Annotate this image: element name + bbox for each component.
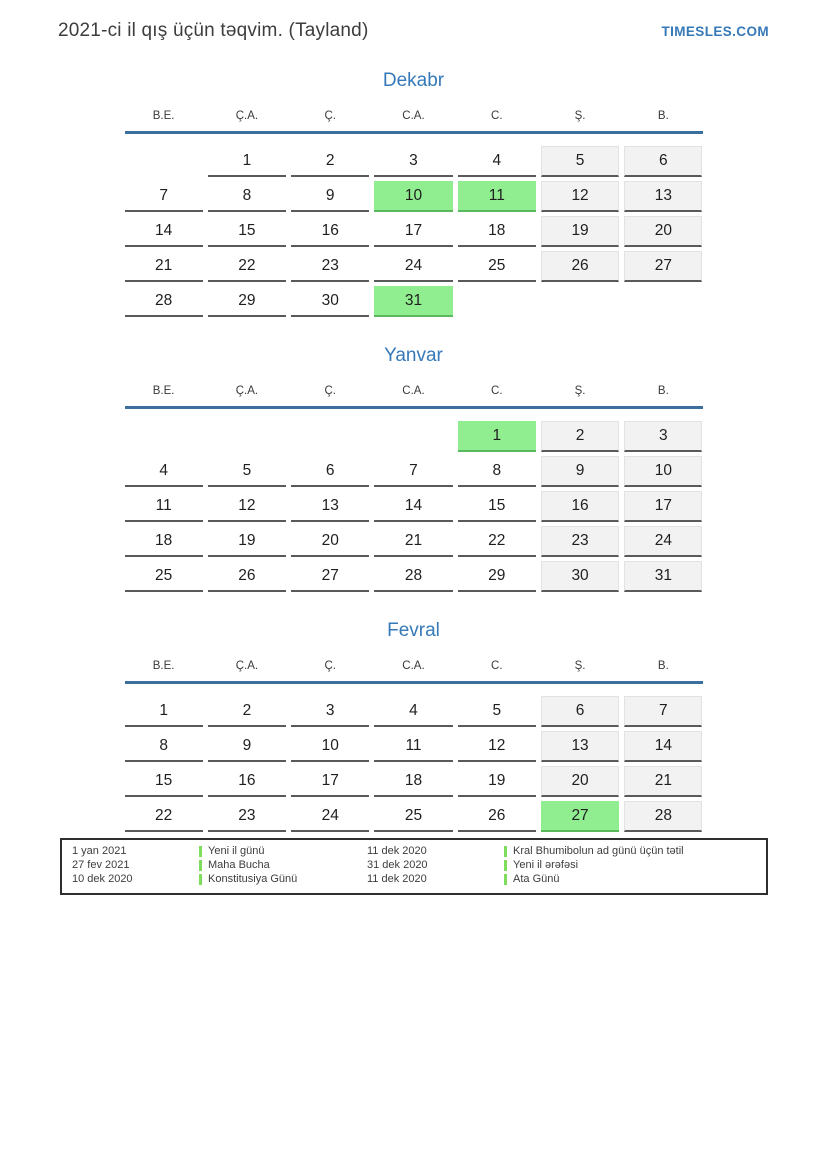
legend-box [60, 838, 768, 895]
weekday-label: C.A. [402, 660, 425, 672]
day-cell: 20 [291, 526, 369, 557]
site-link[interactable]: TIMESLES.COM [661, 24, 769, 39]
weekday-label: Ş. [574, 385, 586, 397]
weekday-label: B.E. [152, 660, 175, 672]
day-cell: 11 [374, 731, 452, 762]
weekday-label: C.A. [402, 110, 425, 122]
day-cell: 27 [291, 561, 369, 592]
day-cell: 12 [208, 491, 286, 522]
day-cell: 3 [374, 146, 452, 177]
day-cell: 14 [125, 216, 203, 247]
legend-entry [504, 859, 684, 872]
day-cell: 24 [291, 801, 369, 832]
holiday-marker-icon [504, 860, 507, 871]
day-cell: 6 [624, 146, 702, 177]
month-title: Fevral [387, 620, 440, 641]
weekday-label: Ç. [324, 385, 336, 397]
day-cell: 9 [208, 731, 286, 762]
week-row [125, 456, 703, 487]
day-cell: 25 [374, 801, 452, 832]
day-cell: 22 [208, 251, 286, 282]
holiday-marker-icon [504, 874, 507, 885]
week-row [125, 491, 703, 522]
day-cell: 15 [458, 491, 536, 522]
legend-entry [199, 845, 367, 858]
day-cell: 28 [125, 286, 203, 317]
day-cell: 25 [458, 251, 536, 282]
day-cell: 31 [624, 561, 702, 592]
week-row [125, 696, 703, 727]
week-row [125, 801, 703, 832]
calendar-grid [125, 696, 703, 832]
page-header [0, 0, 827, 42]
day-cell: 21 [624, 766, 702, 797]
weekday-label: C. [491, 385, 503, 397]
legend-entry [199, 859, 367, 872]
day-cell: 21 [125, 251, 203, 282]
day-cell: 24 [374, 251, 452, 282]
day-cell-empty [458, 286, 536, 317]
day-cell: 27 [541, 801, 619, 832]
day-cell-empty [374, 421, 452, 452]
day-cell: 23 [208, 801, 286, 832]
day-cell-empty [125, 146, 203, 177]
day-cell: 9 [291, 181, 369, 212]
day-cell: 26 [541, 251, 619, 282]
day-cell: 5 [541, 146, 619, 177]
legend-date: 31 dek 2020 [367, 859, 428, 871]
legend-group [72, 845, 367, 886]
day-cell: 1 [458, 421, 536, 452]
day-cell: 17 [374, 216, 452, 247]
day-cell: 8 [458, 456, 536, 487]
day-cell: 19 [208, 526, 286, 557]
week-row [125, 526, 703, 557]
day-cell: 10 [291, 731, 369, 762]
week-row [125, 561, 703, 592]
day-cell: 12 [458, 731, 536, 762]
weekday-label: C. [491, 110, 503, 122]
day-cell: 2 [291, 146, 369, 177]
day-cell: 3 [291, 696, 369, 727]
day-cell: 15 [208, 216, 286, 247]
day-cell: 23 [291, 251, 369, 282]
weekday-label: B. [657, 110, 669, 122]
day-cell: 16 [291, 216, 369, 247]
legend-entry [504, 845, 684, 858]
day-cell: 13 [541, 731, 619, 762]
weekday-header-row [125, 385, 703, 409]
day-cell: 11 [125, 491, 203, 522]
week-row [125, 216, 703, 247]
holiday-marker-icon [504, 846, 507, 857]
weekday-label: Ç.A. [235, 110, 259, 122]
week-row [125, 731, 703, 762]
day-cell: 31 [374, 286, 452, 317]
day-cell: 4 [125, 456, 203, 487]
legend-entry [199, 873, 367, 886]
calendar-grid [125, 146, 703, 317]
legend-entry [504, 873, 684, 886]
day-cell: 12 [541, 181, 619, 212]
day-cell: 10 [624, 456, 702, 487]
month-dekabr [125, 70, 703, 317]
day-cell: 5 [208, 456, 286, 487]
day-cell: 17 [291, 766, 369, 797]
day-cell: 19 [458, 766, 536, 797]
day-cell: 29 [208, 286, 286, 317]
day-cell-empty [125, 421, 203, 452]
day-cell: 7 [125, 181, 203, 212]
week-row [125, 286, 703, 317]
weekday-label: Ş. [574, 660, 586, 672]
day-cell: 22 [458, 526, 536, 557]
day-cell-empty [291, 421, 369, 452]
day-cell: 16 [541, 491, 619, 522]
day-cell: 2 [541, 421, 619, 452]
legend-date: 1 yan 2021 [72, 845, 127, 857]
day-cell: 29 [458, 561, 536, 592]
day-cell: 2 [208, 696, 286, 727]
day-cell: 28 [624, 801, 702, 832]
day-cell: 21 [374, 526, 452, 557]
day-cell: 1 [208, 146, 286, 177]
weekday-label: B. [657, 385, 669, 397]
weekday-label: C. [491, 660, 503, 672]
weekday-label: Ç. [324, 660, 336, 672]
calendar-grid [125, 421, 703, 592]
legend-holiday-name: Kral Bhumibolun ad günü üçün tətil [513, 845, 684, 857]
weekday-label: Ç.A. [235, 660, 259, 672]
week-row [125, 766, 703, 797]
day-cell: 4 [374, 696, 452, 727]
day-cell: 18 [374, 766, 452, 797]
day-cell: 17 [624, 491, 702, 522]
day-cell: 20 [624, 216, 702, 247]
day-cell: 16 [208, 766, 286, 797]
weekday-label: B.E. [152, 385, 175, 397]
weekday-label: Ç. [324, 110, 336, 122]
legend-holiday-name: Yeni il günü [208, 845, 265, 857]
weekday-header-row [125, 660, 703, 684]
month-title: Dekabr [382, 70, 445, 91]
legend-holiday-name: Konstitusiya Günü [208, 873, 298, 885]
day-cell: 26 [208, 561, 286, 592]
months-container [125, 70, 703, 832]
day-cell: 19 [541, 216, 619, 247]
weekday-label: Ş. [574, 110, 586, 122]
legend-date: 10 dek 2020 [72, 873, 133, 885]
holiday-marker-icon [199, 874, 202, 885]
day-cell: 3 [624, 421, 702, 452]
day-cell: 30 [541, 561, 619, 592]
day-cell: 14 [374, 491, 452, 522]
day-cell: 26 [458, 801, 536, 832]
legend-date: 11 dek 2020 [367, 873, 427, 885]
legend-date: 27 fev 2021 [72, 859, 130, 871]
day-cell: 1 [125, 696, 203, 727]
day-cell: 6 [291, 456, 369, 487]
legend-holiday-name: Yeni il ərəfəsi [513, 859, 579, 871]
day-cell: 18 [458, 216, 536, 247]
weekday-label: B. [657, 660, 669, 672]
day-cell: 4 [458, 146, 536, 177]
week-row [125, 146, 703, 177]
day-cell: 6 [541, 696, 619, 727]
day-cell-empty [541, 286, 619, 317]
legend-group [367, 845, 684, 886]
weekday-label: C.A. [402, 385, 425, 397]
day-cell: 25 [125, 561, 203, 592]
weekday-label: Ç.A. [235, 385, 259, 397]
week-row [125, 251, 703, 282]
month-title: Yanvar [384, 345, 443, 366]
month-yanvar [125, 345, 703, 592]
day-cell: 8 [208, 181, 286, 212]
day-cell: 15 [125, 766, 203, 797]
day-cell: 13 [624, 181, 702, 212]
day-cell: 8 [125, 731, 203, 762]
weekday-header-row [125, 110, 703, 134]
day-cell: 11 [458, 181, 536, 212]
holiday-marker-icon [199, 846, 202, 857]
day-cell: 7 [374, 456, 452, 487]
month-fevral [125, 620, 703, 832]
day-cell: 7 [624, 696, 702, 727]
day-cell: 5 [458, 696, 536, 727]
page-title: 2021-ci il qış üçün təqvim. (Tayland) [58, 20, 369, 41]
day-cell: 30 [291, 286, 369, 317]
day-cell-empty [624, 286, 702, 317]
legend-holiday-name: Maha Bucha [208, 859, 270, 871]
week-row [125, 181, 703, 212]
legend-holiday-name: Ata Günü [513, 873, 560, 885]
holiday-marker-icon [199, 860, 202, 871]
day-cell: 18 [125, 526, 203, 557]
day-cell: 14 [624, 731, 702, 762]
day-cell: 27 [624, 251, 702, 282]
weekday-label: B.E. [152, 110, 175, 122]
day-cell: 28 [374, 561, 452, 592]
day-cell: 22 [125, 801, 203, 832]
day-cell: 9 [541, 456, 619, 487]
day-cell-empty [208, 421, 286, 452]
day-cell: 23 [541, 526, 619, 557]
day-cell: 10 [374, 181, 452, 212]
day-cell: 20 [541, 766, 619, 797]
legend-date: 11 dek 2020 [367, 845, 427, 857]
week-row [125, 421, 703, 452]
day-cell: 24 [624, 526, 702, 557]
day-cell: 13 [291, 491, 369, 522]
